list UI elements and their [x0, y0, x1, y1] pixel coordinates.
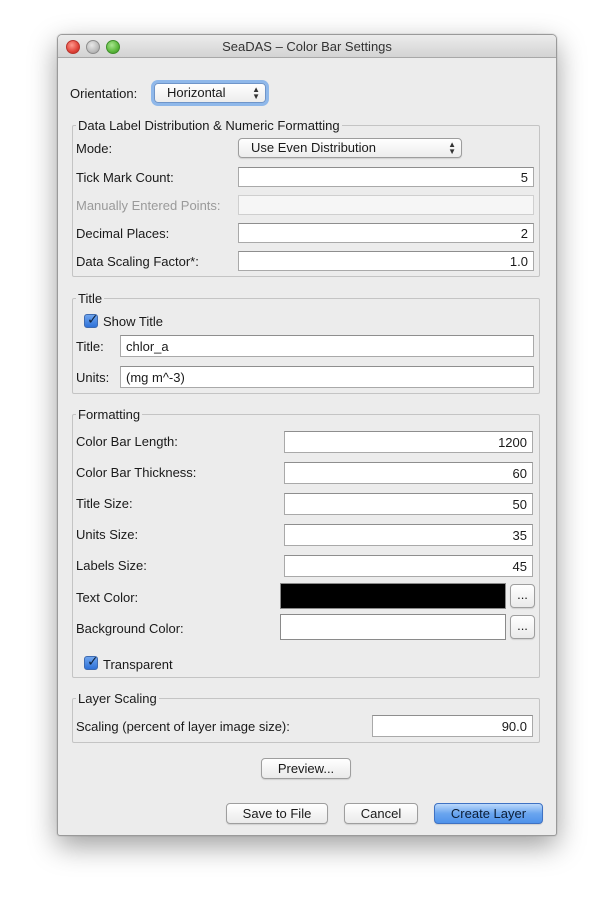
- bg-color-picker-button[interactable]: ...: [510, 615, 535, 639]
- decimal-places-label: Decimal Places:: [76, 226, 170, 241]
- distribution-group-title: Data Label Distribution & Numeric Formatting: [78, 118, 340, 133]
- units-label: Units:: [76, 370, 110, 385]
- bar-length-label: Color Bar Length:: [76, 434, 178, 449]
- window-title: SeaDAS – Color Bar Settings: [222, 39, 392, 54]
- mode-dropdown[interactable]: [238, 138, 462, 158]
- scaling-factor-field[interactable]: [238, 251, 534, 271]
- tick-mark-count-label: Tick Mark Count:: [76, 170, 174, 185]
- updown-arrows-icon: ▲ ▼: [448, 140, 456, 156]
- scaling-factor-label: Data Scaling Factor*:: [76, 254, 199, 269]
- formatting-group-title: Formatting: [78, 407, 141, 422]
- title-group-title: Title: [78, 291, 103, 306]
- checkmark-icon: ✓: [87, 653, 99, 669]
- preview-button[interactable]: Preview...: [261, 758, 351, 779]
- color-bar-settings-dialog: [57, 34, 557, 836]
- bar-thickness-field[interactable]: [284, 462, 533, 484]
- save-to-file-button[interactable]: Save to File: [226, 803, 328, 824]
- show-title-label[interactable]: Show Title: [103, 314, 163, 329]
- checkmark-icon: ✓: [87, 311, 99, 327]
- units-size-field[interactable]: [284, 524, 533, 546]
- orientation-value: Horizontal: [167, 85, 226, 100]
- title-label: Title:: [76, 339, 104, 354]
- mode-value: Use Even Distribution: [251, 140, 376, 155]
- manual-points-label: Manually Entered Points:: [76, 198, 221, 213]
- cancel-button[interactable]: Cancel: [344, 803, 418, 824]
- mode-label: Mode:: [76, 141, 113, 156]
- title-size-label: Title Size:: [76, 496, 133, 511]
- manual-points-field: [238, 195, 534, 215]
- bg-color-label: Background Color:: [76, 621, 184, 636]
- layer-scaling-group-title: Layer Scaling: [78, 691, 157, 706]
- text-color-label: Text Color:: [76, 590, 139, 605]
- bar-thickness-label: Color Bar Thickness:: [76, 465, 197, 480]
- show-title-checkbox[interactable]: [84, 311, 99, 328]
- transparent-label[interactable]: Transparent: [103, 657, 173, 672]
- layer-scaling-label: Scaling (percent of layer image size):: [76, 719, 290, 734]
- text-color-picker-button[interactable]: ...: [510, 584, 535, 608]
- orientation-dropdown[interactable]: [154, 83, 266, 103]
- bg-color-swatch[interactable]: [280, 614, 506, 640]
- title-size-field[interactable]: [284, 493, 533, 515]
- updown-arrows-icon: ▲ ▼: [252, 85, 260, 101]
- bar-length-field[interactable]: [284, 431, 533, 453]
- create-layer-button[interactable]: Create Layer: [434, 803, 543, 824]
- labels-size-label: Labels Size:: [76, 558, 147, 573]
- units-field[interactable]: [120, 366, 534, 388]
- decimal-places-field[interactable]: [238, 223, 534, 243]
- text-color-swatch[interactable]: [280, 583, 506, 609]
- units-size-label: Units Size:: [76, 527, 139, 542]
- title-field[interactable]: [120, 335, 534, 357]
- title-bar[interactable]: [58, 35, 556, 58]
- transparent-checkbox[interactable]: [84, 653, 99, 670]
- orientation-label: Orientation:: [70, 86, 138, 101]
- tick-mark-count-field[interactable]: [238, 167, 534, 187]
- labels-size-field[interactable]: [284, 555, 533, 577]
- layer-scaling-field[interactable]: [372, 715, 533, 737]
